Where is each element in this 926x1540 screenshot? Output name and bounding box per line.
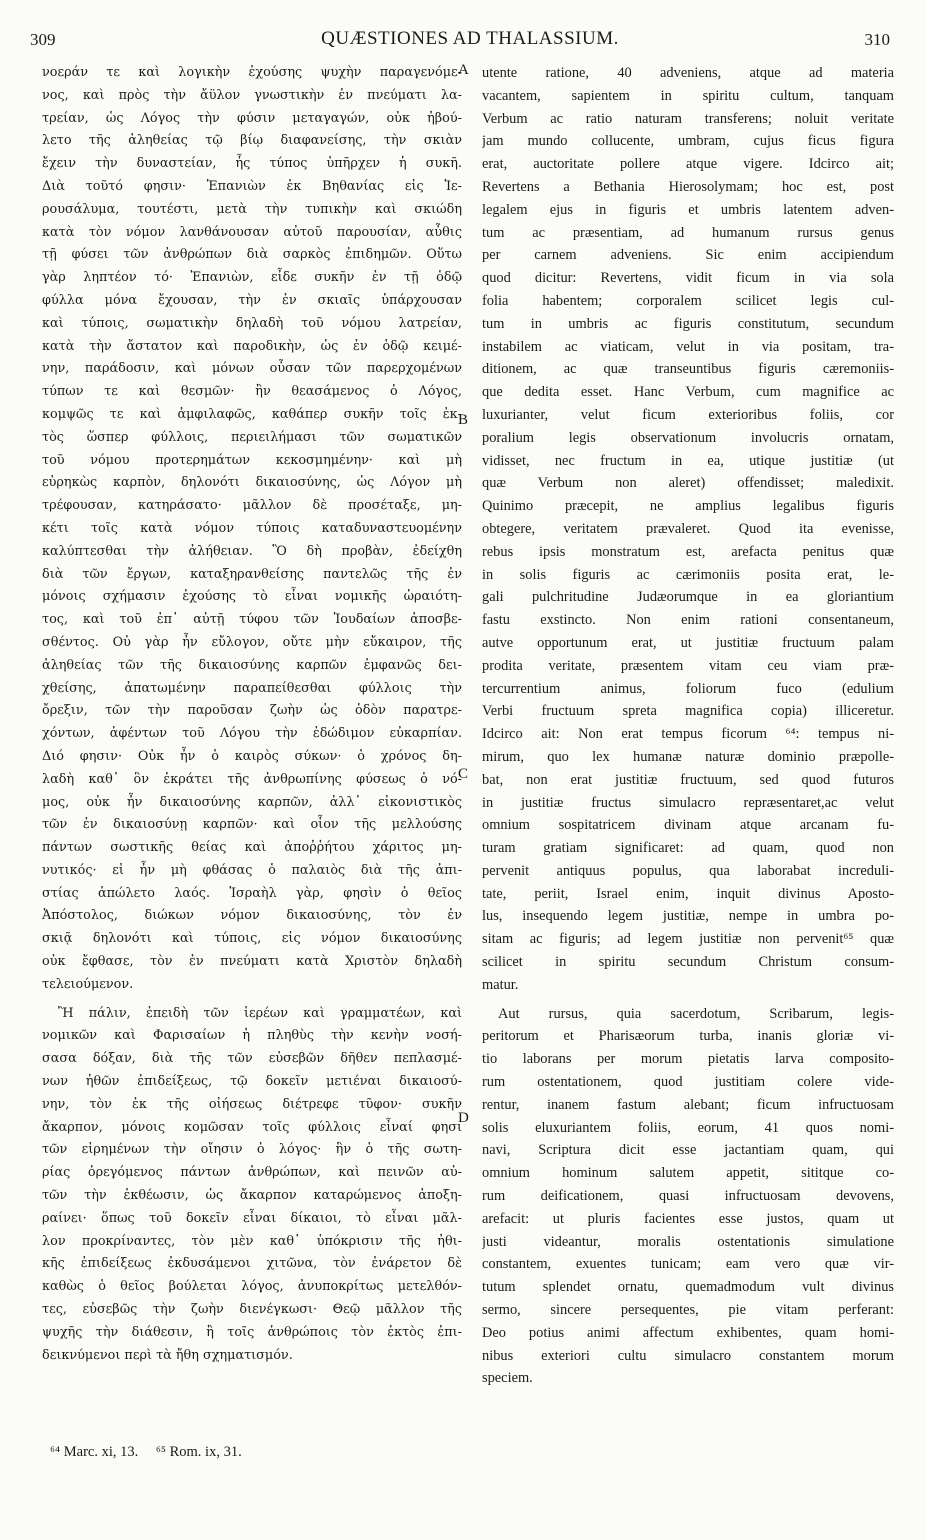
latin-text-line: matur.: [482, 976, 519, 993]
latin-column: [482, 62, 894, 1390]
greek-text-line: νων ἠθῶν ἐπιδείξεως, τῷ δοκεῖν μετιέναι δικαιοσύ-: [42, 1074, 462, 1090]
latin-text-line: in solis figuris ac cærimoniis posita erat, le-: [482, 566, 894, 583]
latin-text-line: luxurianter, velut ficum exterioribus foliis, cor: [482, 406, 894, 423]
latin-text-line: tio laborans per morum pietatis larva composito-: [482, 1051, 894, 1068]
latin-text-line: jam mundo collucente, umbram, cujus ficus figura: [482, 133, 894, 150]
greek-text-line: τύπων τε καὶ θεσμῶν· ἣν θεασάμενος ὁ Λόγος,: [42, 384, 462, 400]
greek-text-line: Ἀπόστολος, διώκων νόμον δικαιοσύνης, τὸν ἐν: [42, 908, 462, 924]
page-number-left: 309: [30, 30, 56, 49]
latin-text-line: sitam ac figuris; ad legem justitiæ non pervenit⁶⁵ quæ: [482, 931, 894, 948]
latin-text-line: Verbi fructuum spreta magnifica copia) illiceretur.: [482, 703, 894, 720]
latin-text-line: utente ratione, 40 adveniens, atque ad materia: [482, 65, 894, 81]
greek-text-line: φύλλα μόνα ἔχουσαν, τὴν ἐν σκιαῖς ὑπάρχουσαν: [42, 292, 462, 308]
latin-text-line: rentur, inanem fastum alebant; ficum infructuosam: [482, 1096, 894, 1113]
latin-text-line: tum in umbris ac figuris constitutum, secundum: [482, 315, 894, 332]
latin-text-line: Aut rursus, quia sacerdotum, Scribarum, legis-: [498, 1005, 894, 1022]
latin-text-line: constantem, exuentes tunicam; eam vero quæ vir-: [482, 1256, 894, 1273]
latin-text-line: rebus ipsis monstratum est, arefacta penitus quæ: [482, 543, 894, 560]
greek-text-line: λαδὴ καθ᾽ ὃν ἐκράτει τῆς ἀνθρωπίνης φύσεως ὁ νό-: [42, 771, 462, 787]
greek-text-line: νην, παράδοσιν, καὶ μόνων οὖσαν τῶν παρερχομένων: [42, 361, 462, 377]
greek-text-line: κατὰ τὸν νόμον λανθάνουσαν αὐτοῦ παρουσίαν, αὖθις: [42, 224, 462, 240]
latin-text-line: rum deificationem, quasi infructuosam devovens,: [482, 1188, 894, 1205]
greek-text-line: κῆς ἐπιδείξεως ἐκδυσάμενοι χιτῶνα, τὸν ἐνάρετον δὲ: [42, 1256, 462, 1272]
greek-text-line: λον προκρίναντες, τὸν μὲν καθ᾽ ὑπόκρισιν τῆς ἠθι-: [42, 1233, 462, 1249]
greek-text-line: νην, τὸν ἐκ τῆς οἰήσεως διέτρεφε τῦφον· συκῆν: [42, 1096, 462, 1112]
running-title: QUÆSTIONES AD THALASSIUM.: [321, 28, 619, 49]
footnotes: [50, 1444, 256, 1461]
greek-text-line: τὸς ὥσπερ φύλλοις, περιειλήμασι τῶν σωματικῶν: [42, 429, 462, 445]
greek-text-line: ἔχειν τὴν δυναστείαν, ἧς τύπος ὑπῆρχεν ἡ συκῆ.: [42, 156, 462, 172]
margin-marker-a: A: [458, 62, 469, 78]
latin-text-line: gali pulchritudine Judæorumque in ea gloriantium: [482, 589, 894, 606]
latin-text-line: Verbum ac ratio naturam transferens; noluit veritate: [482, 110, 894, 127]
greek-text-line: σκιᾷ δηλονότι καὶ τύποις, εἰς νόμον δικαιοσύνης: [42, 931, 462, 947]
latin-text-line: legalem ejus in figuris et umbris latentem adven-: [482, 201, 894, 218]
greek-text-line: νομικῶν καὶ Φαρισαίων ἡ πληθὺς τὴν κενὴν νοσή-: [42, 1028, 462, 1044]
latin-text-line: speciem.: [482, 1370, 533, 1387]
greek-text-line: τῶν εἰρημένων τὴν οἴησιν ὁ λόγος· ἣν ὁ τῆς σωτη-: [42, 1142, 462, 1158]
latin-text-line: tum ac præsentiam, ad humanum rursus genus: [482, 224, 894, 241]
greek-text-line: πάντων σωστικῆς θείας καὶ ἀποῤῥήτου χάριτος μη-: [42, 840, 462, 856]
greek-text-line: λετο τῆς ἀληθείας τῷ βίῳ διαφανείσης, τὴν σκιὰν: [42, 133, 462, 149]
greek-text-line: στίας ἀπώλετο λαός. Ἰσραὴλ γὰρ, φησὶν ὁ θεῖος: [42, 885, 462, 901]
latin-text-line: arefacit: ut pluris facientes esse justos, quam ut: [482, 1210, 894, 1227]
latin-text-line: turam gratiam significaret: ad quam, quod non: [482, 840, 894, 857]
greek-column: [42, 62, 462, 1367]
latin-text-line: peritorum et Pharisæorum turba, inanis gloriæ vi-: [482, 1028, 894, 1045]
greek-text-line: κατὰ τὴν ἄστατον καὶ παροδικὴν, ὡς ἐν ὁδῷ κειμέ-: [42, 338, 462, 354]
greek-text-line: σθέντος. Οὐ γὰρ ἦν εὔλογον, οὔτε μὴν εὔκαιρον, τῆς: [42, 634, 462, 650]
greek-text-line: εὑρηκὼς καρπὸν, δηλονότι δικαιοσύνης, ὡς Λόγον μὴ: [42, 475, 462, 491]
latin-text-line: lus, insequendo legem justitiæ, nempe in umbra po-: [482, 908, 894, 925]
greek-text-line: Ἢ πάλιν, ἐπειδὴ τῶν ἱερέων καὶ γραμματέων, καὶ: [58, 1005, 462, 1021]
page-header: [30, 24, 890, 54]
greek-text-line: καλύπτεσθαι τὴν ἀλήθειαν. Ὃ δὴ προβὰν, ἐδείχθη: [42, 543, 462, 559]
page-number-right: 310: [864, 30, 890, 49]
greek-text-line: κομψῶς τε καὶ ἀμφιλαφῶς, καθάπερ συκῆν τοῖς ἐκ-: [42, 406, 462, 422]
latin-text-line: fastu exstincto. Non enim rationi consentaneum,: [482, 612, 894, 629]
latin-text-line: pervenit antiquus populus, qua laborabat increduli-: [482, 862, 894, 879]
latin-text-line: sermo, sincere persequentes, pie vitam perferant:: [482, 1302, 894, 1319]
greek-text-line: ψυχῆς τὴν διάθεσιν, ἢ τοῖς ἀνθρώποις τὸν ἐκτὸς ἐπι-: [42, 1324, 462, 1340]
greek-text-line: Διὰ τοῦτό φησιν· Ἐπανιὼν ἐκ Βηθανίας εἰς Ἱε-: [42, 178, 462, 194]
greek-text-line: Διό φησιν· Οὐκ ἦν ὁ καιρὸς σύκων· ὁ χρόνος δη-: [42, 748, 462, 764]
greek-text-line: μόνοις σχήμασιν ἐχούσης τὸ εἶναι νομικῆς ὡραιότη-: [42, 589, 462, 605]
latin-text-line: Idcirco ait: Non erat tempus ficorum ⁶⁴: tempus ni-: [482, 726, 894, 743]
footnote-65: ⁶⁵ Rom. ix, 31.: [155, 1444, 242, 1460]
greek-text-line: ἀληθείας τῶν τῆς δικαιοσύνης καρπῶν ἐμφανῶς δει-: [42, 657, 462, 673]
latin-text-line: Quinimo præcepit, ne amplius legalibus figuris: [482, 498, 894, 515]
latin-text-line: prodita veritate, præsentem vitam ceu viam præ-: [482, 657, 894, 674]
margin-marker-b: B: [458, 412, 469, 428]
latin-text-line: tercurrentium animus, foliorum fuco (edulium: [482, 680, 894, 697]
latin-text-line: navi, Scriptura dicit esse jactantiam quam, qui: [482, 1142, 894, 1159]
greek-text-line: μος, οὐκ ἦν δικαιοσύνης καρπῶν, ἀλλ᾽ εἰκονιστικὸς: [42, 794, 462, 810]
greek-text-line: σασα δόξαν, διὰ τῆς τῶν εὐσεβῶν δῆθεν πεπλασμέ-: [42, 1051, 462, 1067]
latin-text-line: obtegere, veritatem prævaleret. Quod ita evenisse,: [482, 520, 894, 537]
greek-text-line: τος, καὶ τοῦ ἐπ᾽ αὐτῇ τύφου τῶν Ἰουδαίων ἀποσβε-: [42, 612, 462, 628]
latin-text-line: mirum, quo lex humanæ naturæ dominio præpolle-: [482, 748, 894, 765]
latin-text-line: per carnem adveniens. Sic enim accipiendum: [482, 247, 894, 264]
greek-text-line: δεικνύμενοι περὶ τὰ ἤθη σχηματισμόν.: [42, 1347, 293, 1363]
greek-text-line: τρέφουσαν, κατηράσατο· μᾶλλον δὲ προσέταξε, μη-: [42, 498, 462, 514]
greek-text-line: ραίνει· ὅπως τοῦ δοκεῖν εἶναι δίκαιοι, τὸ εἶναι μᾶλ-: [42, 1210, 462, 1226]
greek-text-line: τῶν ἐν δικαιοσύνῃ καρπῶν· καὶ οἷον τῆς μελλούσης: [42, 817, 462, 833]
latin-text-line: vidisset, nec fructum in ea, utique justitiæ (ut: [482, 452, 894, 469]
latin-text-line: quæ Verbum non aleret) offendisset; maledixit.: [482, 475, 894, 492]
greek-text-line: ρίας ὀρεγόμενος πάντων ἀνθρώπων, καὶ πεινῶν αὐ-: [42, 1165, 462, 1181]
greek-text-line: τες, εὐσεβῶς τὴν ζωὴν διενέγκωσι· Θεῷ μᾶλλον τῆς: [42, 1302, 462, 1318]
greek-text-line: τρείαν, ὡς Λόγος τὴν φύσιν μεταγαγών, οὐκ ἠβού-: [42, 110, 462, 126]
greek-text-line: τοῦ νόμου προτερημάτων κεκοσμημένην· καὶ μὴ: [42, 452, 462, 468]
greek-text-line: καθὼς ὁ θεῖος βούλεται λόγος, ἀνυποκρίτως μετελθόν-: [42, 1279, 462, 1295]
latin-text-line: Deo potius animi affectum exhibentes, quam homi-: [482, 1324, 894, 1341]
latin-text-line: vacantem, sapientem in spiritu cultum, tanquam: [482, 87, 894, 104]
greek-text-line: κέτι τοῖς κατὰ νόμον τύποις καταδυναστευομένην: [42, 520, 462, 536]
latin-text-line: poralium legis observationum involucris ornatam,: [482, 429, 894, 446]
latin-text-line: autve opportunum erat, ut justitiæ fructuum palam: [482, 634, 894, 651]
greek-text-line: νος, καὶ πρὸς τὴν ἄϋλον γνωστικὴν ἐν πνεύματι λα-: [42, 87, 462, 103]
latin-text-line: solis eluxuriantem foliis, eorum, 41 quos nomi-: [482, 1119, 894, 1136]
latin-text-line: omnium sospitatricem divinam atque arcanam fu-: [482, 817, 894, 834]
greek-text-line: χθείσης, ἀπατωμένην παραπείθεσθαι φύλλοις τὴν: [42, 680, 462, 696]
latin-text-line: quod dicitur: Revertens, vidit ficum in via sola: [482, 270, 894, 287]
greek-text-line: τῶν τὴν ἐκθέωσιν, ὡς ἄκαρπον καταρώμενος ἀποξη-: [42, 1188, 462, 1204]
greek-text-line: χόντων, ἀφέντων τοῦ Λόγου τὴν ἐδώδιμον εὐκαρπίαν.: [42, 726, 462, 742]
margin-marker-c: C: [458, 766, 469, 782]
latin-text-line: omnium hominum salutem appetit, sititque co-: [482, 1165, 894, 1182]
greek-text-line: ἄκαρπον, μόνοις κομῶσαν τοῖς φύλλοις εἶναί φησι: [42, 1119, 462, 1135]
latin-text-line: que dedita esset. Hanc Verbum, cum magnifice ac: [482, 384, 894, 401]
latin-text-line: instabilem ac viaticam, velut in via positam, tra-: [482, 338, 894, 355]
latin-text-line: tutum splendet ornatu, quemadmodum vult divinus: [482, 1279, 894, 1296]
greek-text-line: καὶ τύποις, σωματικὴν δηλαδὴ τοῦ νόμου λατρείαν,: [42, 315, 462, 331]
latin-text-line: nibus exteriori cultu simulacro constantem morum: [482, 1347, 894, 1364]
greek-text-line: διὰ τῶν ἔργων, καταξηρανθείσης παντελῶς τῆς ἐν: [42, 566, 462, 582]
latin-text-line: folia habentem; corporalem scilicet legis cul-: [482, 292, 894, 309]
latin-text-line: erat, auctoritate pollere atque vigere. Idcirco ait;: [482, 156, 894, 173]
greek-text-line: ὄρεξιν, τῶν τὴν παροῦσαν ζωὴν ὡς ὁδὸν παρατρε-: [42, 703, 462, 719]
latin-text-line: rum ostentationem, quod justitiam colere vide-: [482, 1074, 894, 1091]
latin-text-line: ditionem, ac quæ transeuntibus figuris cæremoniis-: [482, 361, 894, 378]
latin-text-line: scilicet in spiritu secundum Christum consum-: [482, 954, 894, 971]
greek-text-line: ρουσάλυμα, τουτέστι, μετὰ τὴν τυπικὴν καὶ σκιώδη: [42, 201, 462, 217]
latin-text-line: bat, non erat justitiæ fructuum, sed quod futuros: [482, 771, 894, 788]
greek-text-line: γὰρ ληπτέον τό· Ἐπανιὼν, εἶδε συκῆν ἐν τῇ ὁδῷ: [42, 270, 462, 286]
footnote-64: ⁶⁴ Marc. xi, 13.: [50, 1444, 139, 1460]
greek-text-line: νυτικός· εἰ ἦν μὴ φθάσας ὁ παλαιὸς διὰ τῆς ἀπι-: [42, 862, 462, 878]
latin-text-line: in justitiæ fructus simulacro repræsentaret,ac velut: [482, 794, 894, 811]
greek-text-line: νοεράν τε καὶ λογικὴν ἐχούσης ψυχὴν παραγενόμε-: [42, 65, 462, 80]
latin-text-line: justi videantur, moralis ostentationis simulatione: [482, 1233, 894, 1250]
greek-text-line: τελειούμενον.: [42, 976, 134, 992]
greek-text-line: τῇ φύσει τῶν ἀνθρώπων διὰ σαρκὸς ἐπιδημῶν. Οὕτω: [42, 247, 462, 263]
latin-text-line: Revertens a Bethania Hierosolymam; hoc est, post: [482, 178, 894, 195]
greek-text-line: οὐκ ἔφθασε, τὸν ἐν πνεύματι κατὰ Χριστὸν δηλαδὴ: [42, 954, 462, 970]
margin-marker-d: D: [458, 1110, 469, 1126]
latin-text-line: tate, periit, Israel enim, inquit divinus Aposto-: [482, 885, 894, 902]
